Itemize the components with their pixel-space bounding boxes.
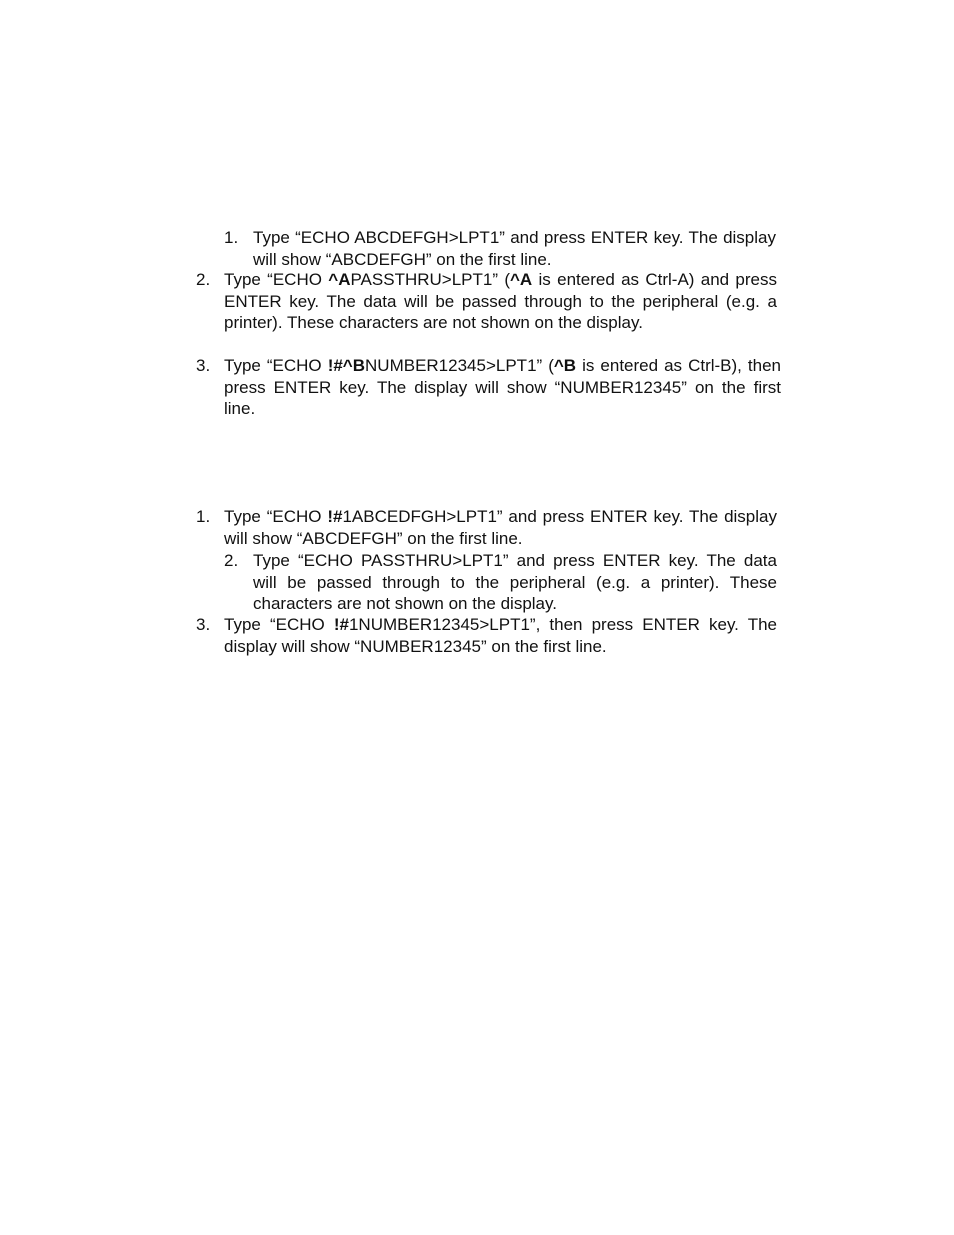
list-b-item-2-text: Type “ECHO PASSTHRU>LPT1” and press ENTER key. The data will be passed through to the peripheral (e.g. a printer). These characters are not shown on the display. [253, 551, 777, 613]
list-b-item-3-number: 3. [196, 615, 211, 634]
list-b-item-1 [196, 506, 777, 549]
list-a-item-3-bold-1: ^B [553, 356, 577, 375]
list-b-item-1-bold-0: !# [327, 507, 343, 526]
list-a-item-2 [196, 269, 778, 334]
list-a-item-1-text: Type “ECHO ABCDEFGH>LPT1” and press ENTER key. The display will show “ABCDEFGH” on the first line. [253, 228, 776, 269]
list-b-item-3-text-1: 1NUMBER12345>LPT1”, then press ENTER key. The display will show “NUMBER12345” on the first line. [224, 615, 777, 656]
list-a-item-2-text-2: is entered as Ctrl-A) and press ENTER key. The data will be passed through to the peripheral (e.g. a printer). These characters are not shown on the display. [224, 270, 778, 332]
list-b-item-2-number: 2. [224, 551, 239, 570]
list-b-item-3 [196, 614, 777, 657]
list-a-item-1 [224, 227, 776, 270]
list-a-item-2-number: 2. [196, 270, 211, 289]
list-b-item-3-text-0: Type “ECHO [224, 615, 334, 634]
list-a-item-2-bold-1: ^A [510, 270, 533, 289]
list-b-item-2 [224, 550, 777, 615]
list-b-item-1-number: 1. [196, 507, 211, 526]
list-b-item-3-bold-0: !# [333, 615, 349, 634]
list-a-item-1-number: 1. [224, 228, 239, 247]
list-a-item-2-text-1: PASSTHRU>LPT1” ( [350, 270, 510, 289]
list-a-item-3 [196, 355, 781, 420]
list-b-item-1-text-1: 1ABCEDFGH>LPT1” and press ENTER key. The display will show “ABCDEFGH” on the first line. [224, 507, 777, 548]
list-a-item-3-text-0: Type “ECHO [224, 356, 328, 375]
list-b-item-1-text-0: Type “ECHO [224, 507, 328, 526]
list-a-item-3-bold-0: !#^B [327, 356, 366, 375]
list-a-item-3-text-1: NUMBER12345>LPT1” ( [365, 356, 554, 375]
list-a-item-3-number: 3. [196, 356, 211, 375]
list-a-item-2-bold-0: ^A [328, 270, 351, 289]
list-a-item-3-text-2: is entered as Ctrl-B), then press ENTER key. The display will show “NUMBER12345” on the first line. [224, 356, 781, 418]
list-a-item-2-text-0: Type “ECHO [224, 270, 329, 289]
